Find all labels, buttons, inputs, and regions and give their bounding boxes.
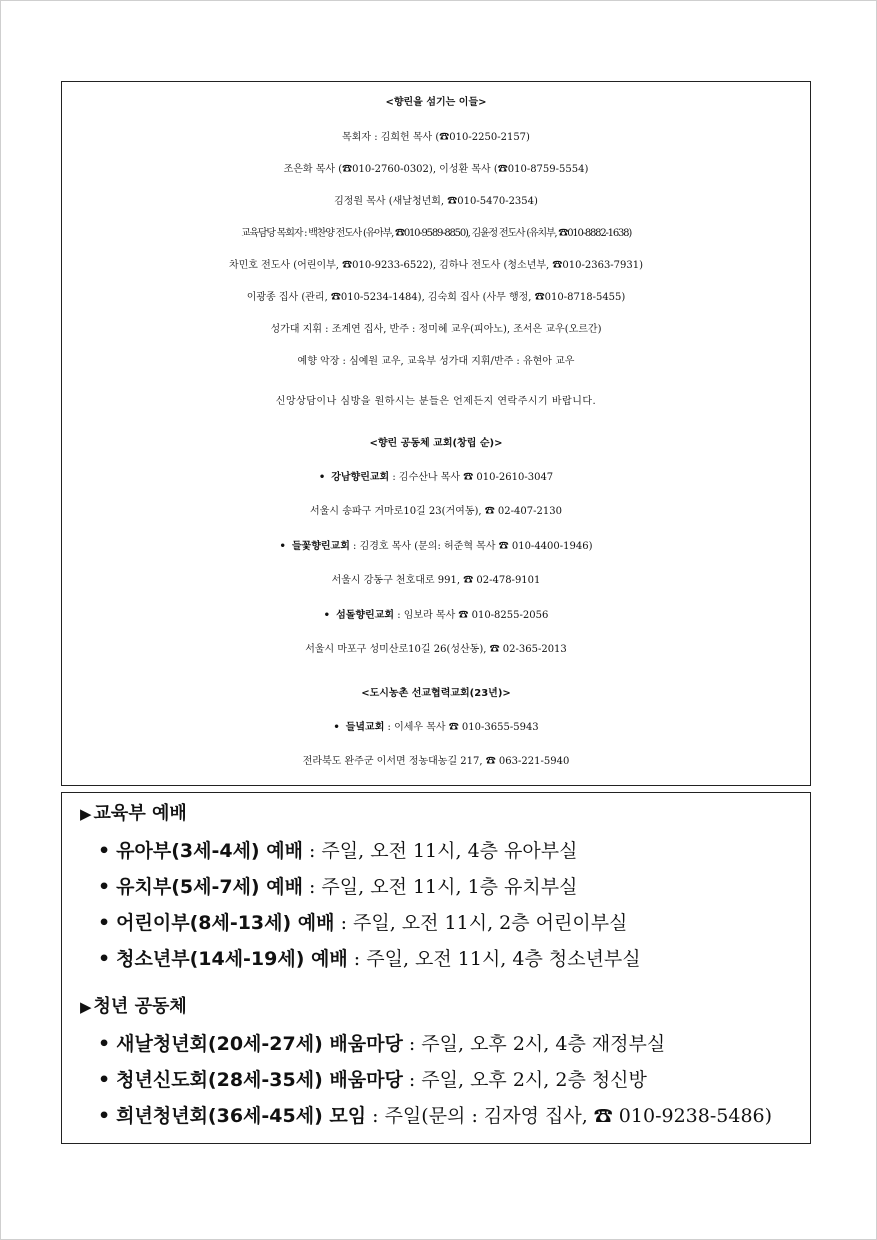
- bullet: •: [98, 840, 111, 862]
- schedule-item: [98, 909, 627, 937]
- staff-section-title: <향린을 섬기는 이들>: [385, 97, 487, 108]
- church-address: 전라북도 완주군 이서면 정농대농길 217, ☎ 063-221-5940: [302, 756, 570, 767]
- triangle-marker-icon: ▶: [80, 998, 92, 1016]
- church-address: 서울시 강동구 천호대로 991, ☎ 02-478-9101: [331, 575, 541, 586]
- schedule-item: [98, 837, 577, 865]
- church-name: 섬돌향린교회: [336, 610, 395, 621]
- bullet: •: [318, 472, 326, 483]
- church-name: 들녘교회: [345, 722, 385, 733]
- education-section-title: ▶ 교육부 예배: [80, 803, 187, 824]
- schedule-name: 어린이부(8세-13세) 예배: [116, 912, 335, 934]
- community-section-title: <향린 공동체 교회(창립 순)>: [369, 438, 503, 449]
- schedule-name: 희년청년회(36세-45세) 모임: [116, 1105, 367, 1127]
- staff-line: 조은화 목사 (☎010-2760-0302), 이성환 목사 (☎010-8759-5554): [283, 164, 589, 175]
- schedule-name: 청년신도회(28세-35세) 배움마당: [116, 1069, 403, 1091]
- staff-line: 교육담당 목회자 : 백찬양 전도사 (유아부, ☎010-9589-8850), 김윤정 전도사 (유치부, ☎010-8882-1638): [240, 228, 632, 239]
- bullet: •: [98, 1105, 111, 1127]
- staff-line: 목회자 : 김희헌 목사 (☎010-2250-2157): [342, 132, 530, 143]
- church-info: : 김수산나 목사 ☎ 010-2610-3047: [389, 472, 554, 483]
- schedule-detail: : 주일, 오후 2시, 2층 청신방: [402, 1069, 647, 1091]
- staff-line: 차민호 전도사 (어린이부, ☎010-9233-6522), 김하나 전도사 (청소년부, ☎010-2363-7931): [228, 260, 644, 271]
- bullet: •: [98, 912, 111, 934]
- church-entry: [62, 464, 810, 492]
- schedule-name: 유치부(5세-7세) 예배: [116, 876, 303, 898]
- counseling-notice: 신앙상담이나 심방을 원하시는 분들은 언제든지 연락주시기 바랍니다.: [275, 396, 597, 407]
- schedule-detail: : 주일, 오전 11시, 2층 어린이부실: [334, 912, 628, 934]
- church-info: : 임보라 목사 ☎ 010-8255-2056: [394, 610, 549, 621]
- worship-schedule-box: [61, 792, 811, 1144]
- bullet: •: [98, 1069, 111, 1091]
- schedule-item: [98, 1030, 665, 1058]
- schedule-detail: : 주일, 오전 11시, 4층 유아부실: [302, 840, 578, 862]
- church-address: 서울시 마포구 성미산로10길 26(성산동), ☎ 02-365-2013: [305, 644, 567, 655]
- staff-directory-box: [61, 81, 811, 786]
- church-entry: [62, 714, 810, 742]
- staff-line: 이광종 집사 (관리, ☎010-5234-1484), 김숙희 집사 (사무 행정, ☎010-8718-5455): [246, 292, 626, 303]
- schedule-detail: : 주일, 오전 11시, 4층 청소년부실: [347, 948, 641, 970]
- bullet: •: [279, 541, 286, 552]
- mission-section-title: <도시농촌 선교협력교회(23년)>: [361, 688, 511, 699]
- staff-line: 김정원 목사 (새날청년회, ☎010-5470-2354): [334, 196, 538, 207]
- staff-line: 성가대 지휘 : 조계연 집사, 반주 : 정미혜 교우(피아노), 조서은 교우(오르간): [270, 324, 602, 335]
- church-address: 서울시 송파구 거마로10길 23(거여동), ☎ 02-407-2130: [310, 506, 562, 517]
- triangle-marker-icon: ▶: [80, 805, 92, 823]
- church-entry: [62, 533, 810, 561]
- staff-line: 예향 악장 : 심예원 교우, 교육부 성가대 지휘/반주 : 유현아 교우: [297, 356, 575, 367]
- bullet: •: [98, 876, 111, 898]
- schedule-detail: : 주일, 오후 2시, 4층 재정부실: [402, 1033, 666, 1055]
- bullet: •: [333, 722, 340, 733]
- schedule-name: 청소년부(14세-19세) 예배: [116, 948, 348, 970]
- schedule-detail: : 주일(문의 : 김자영 집사, ☎ 010-9238-5486): [366, 1105, 773, 1127]
- schedule-name: 새날청년회(20세-27세) 배움마당: [116, 1033, 403, 1055]
- church-info: : 이세우 목사 ☎ 010-3655-5943: [384, 722, 539, 733]
- schedule-item: [98, 873, 577, 901]
- schedule-name: 유아부(3세-4세) 예배: [116, 840, 303, 862]
- church-entry: [62, 602, 810, 630]
- bullet: •: [98, 1033, 111, 1055]
- bullet: •: [98, 948, 111, 970]
- church-name: 강남향린교회: [331, 472, 390, 483]
- schedule-item: [98, 1066, 647, 1094]
- schedule-item: [98, 945, 641, 973]
- schedule-detail: : 주일, 오전 11시, 1층 유치부실: [302, 876, 578, 898]
- schedule-item: [98, 1102, 772, 1130]
- church-name: 들꽃향린교회: [291, 541, 350, 552]
- youth-section-title: ▶ 청년 공동체: [80, 996, 187, 1017]
- bullet: •: [323, 610, 331, 621]
- church-info: : 김경호 목사 (문의: 허준혁 목사 ☎ 010-4400-1946): [349, 541, 593, 552]
